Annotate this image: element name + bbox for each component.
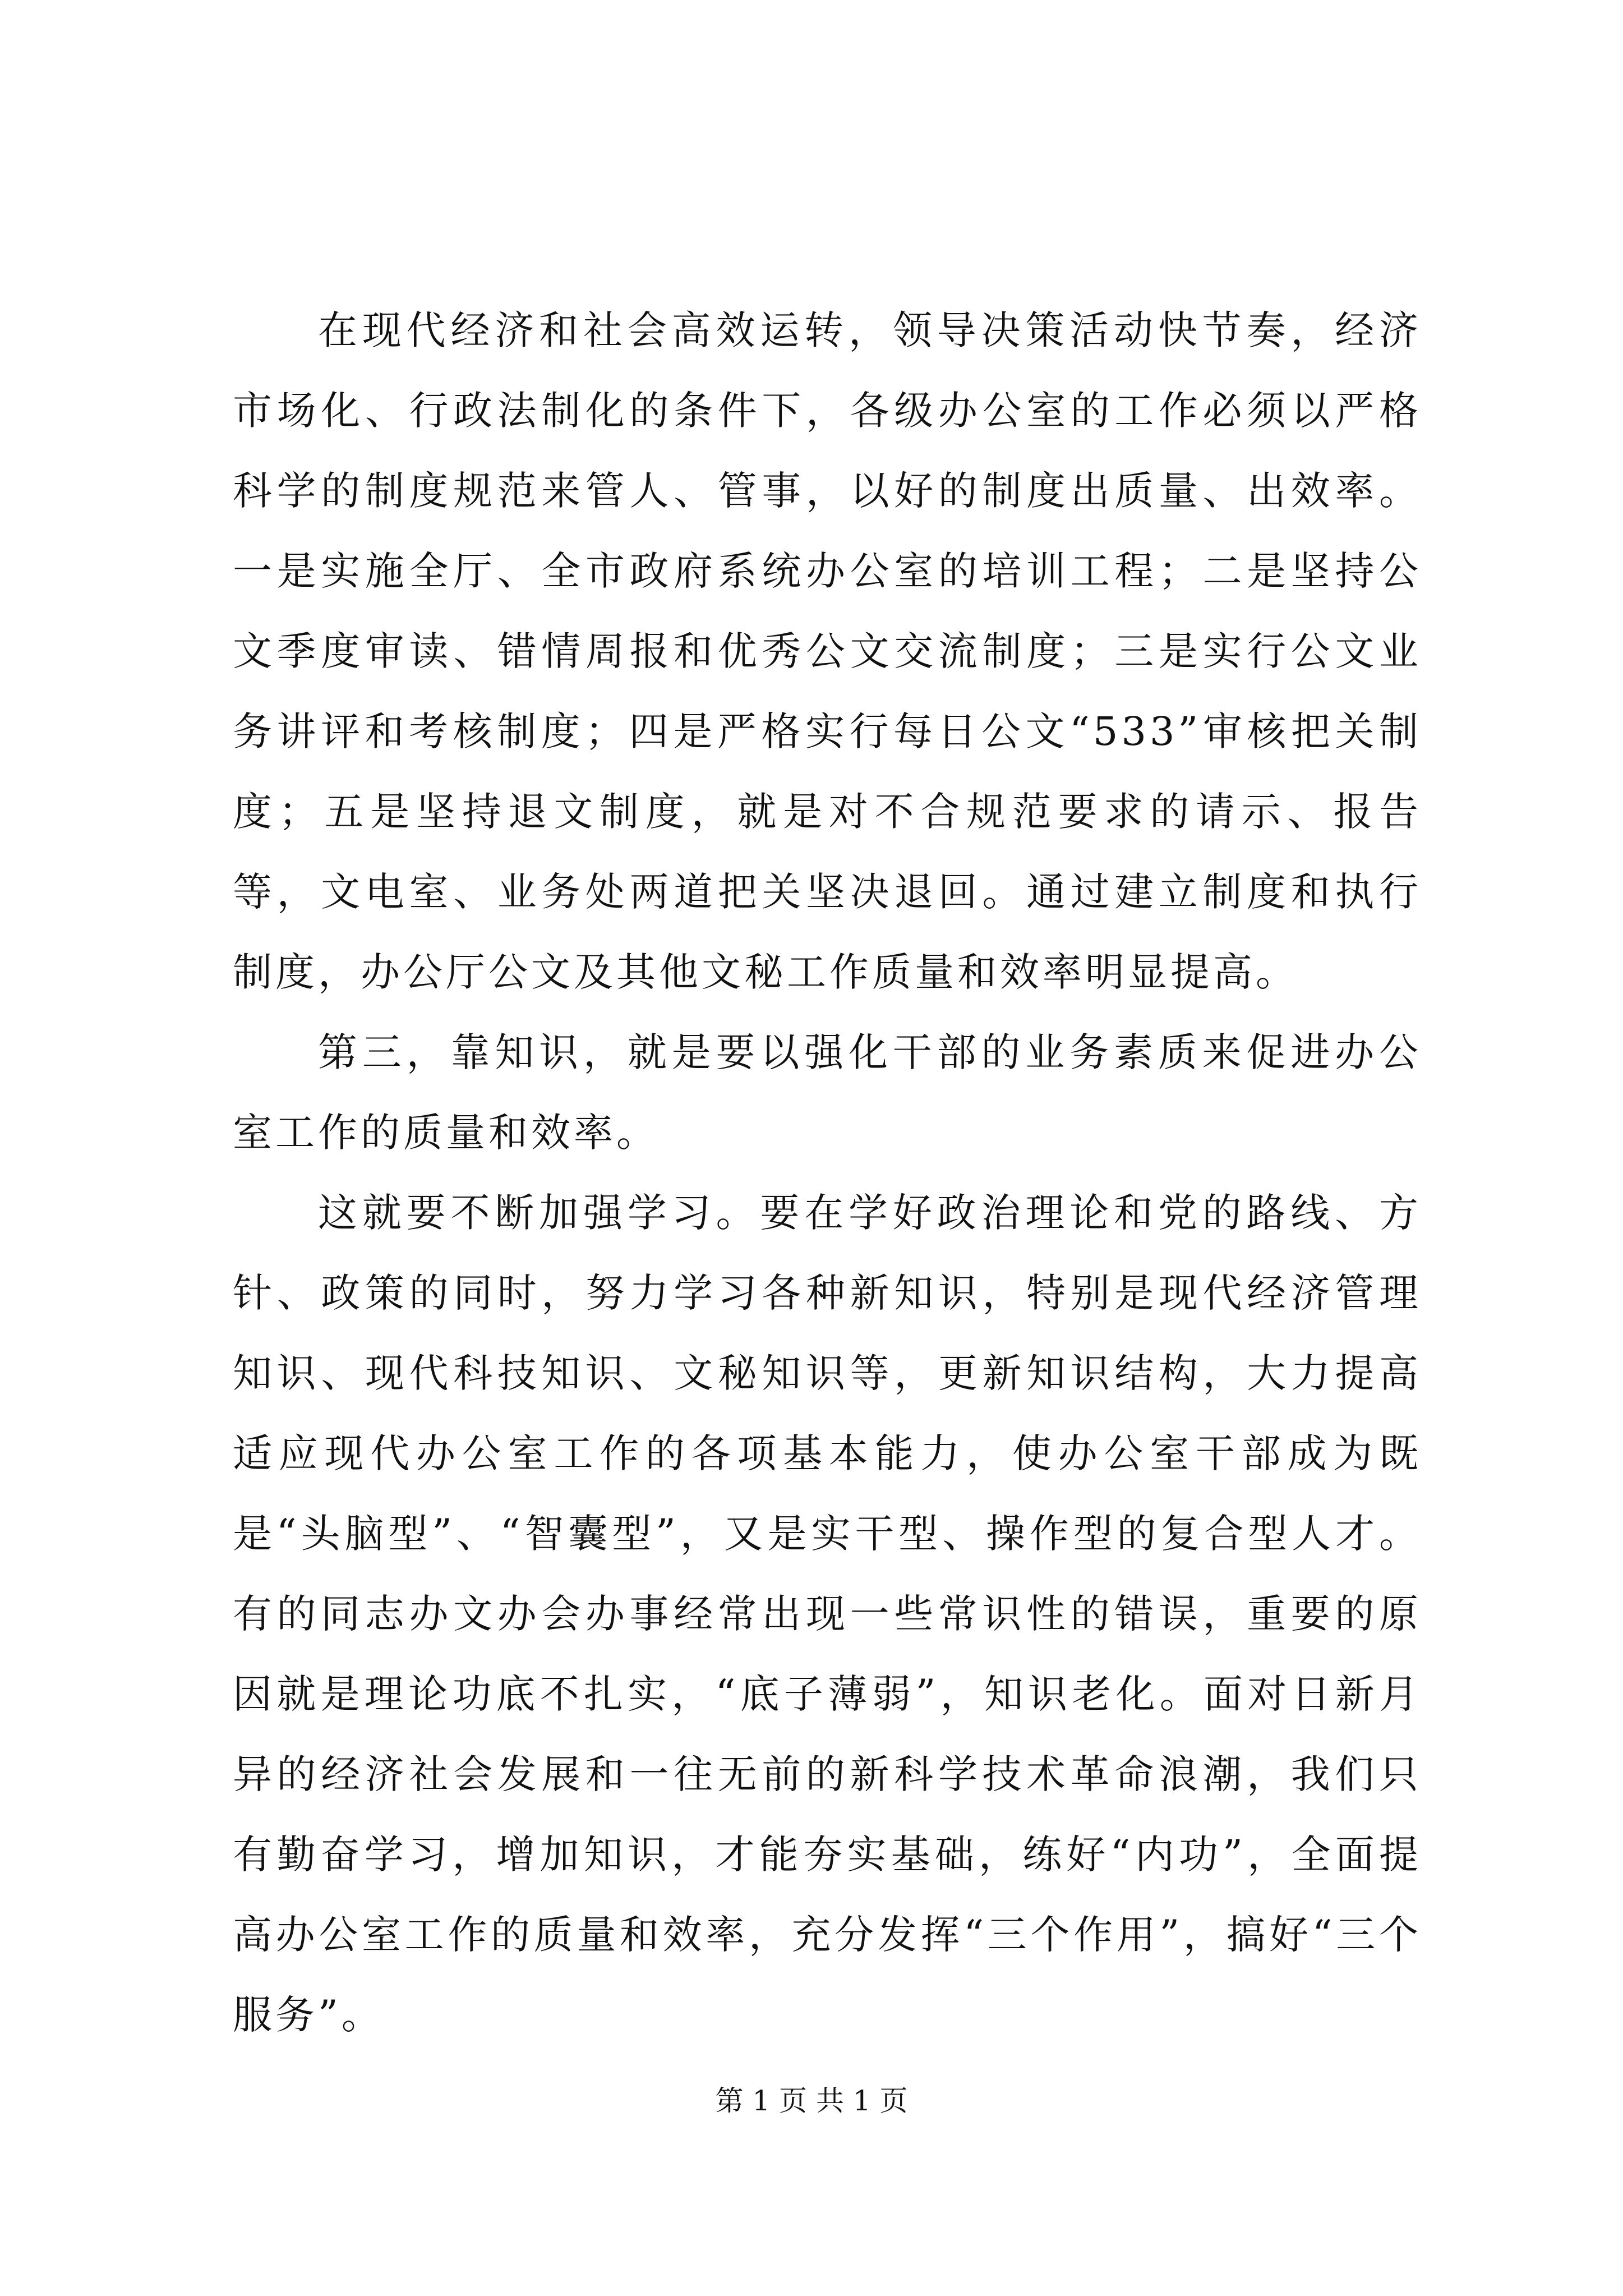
- paragraph-1: 在现代经济和社会高效运转，领导决策活动快节奏，经济市场化、行政法制化的条件下，各级办公室的工作必须以严格科学的制度规范来管人、管事，以好的制度出质量、出效率。一是实施全厅、全市政府系统办公室的培训工程；二是坚持公文季度审读、错情周报和优秀公文交流制度；三是实行公文业务讲评和考核制度；四是严格实行每日公文“533”审核把关制度；五是坚持退文制度，就是对不合规范要求的请示、报告等，文电室、业务处两道把关坚决退回。通过建立制度和执行制度，办公厅公文及其他文秘工作质量和效率明显提高。: [233, 307, 1422, 995]
- paragraph-2: 第三，靠知识，就是要以强化干部的业务素质来促进办公室工作的质量和效率。: [233, 1029, 1422, 1156]
- document-body: [233, 291, 1422, 2055]
- page-number-label: 第 1 页 共 1 页: [715, 2085, 908, 2117]
- paragraph-3: 这就要不断加强学习。要在学好政治理论和党的路线、方针、政策的同时，努力学习各种新知识，特别是现代经济管理知识、现代科技知识、文秘知识等，更新知识结构，大力提高适应现代办公室工作的各项基本能力，使办公室干部成为既是“头脑型”、“智囊型”，又是实干型、操作型的复合型人才。有的同志办文办会办事经常出现一些常识性的错误，重要的原因就是理论功底不扎实，“底子薄弱”，知识老化。面对日新月异的经济社会发展和一往无前的新科学技术革命浪潮，我们只有勤奋学习，增加知识，才能夯实基础，练好“内功”，全面提高办公室工作的质量和效率，充分发挥“三个作用”，搞好“三个服务”。: [233, 1190, 1422, 2038]
- page-footer: [0, 2081, 1623, 2120]
